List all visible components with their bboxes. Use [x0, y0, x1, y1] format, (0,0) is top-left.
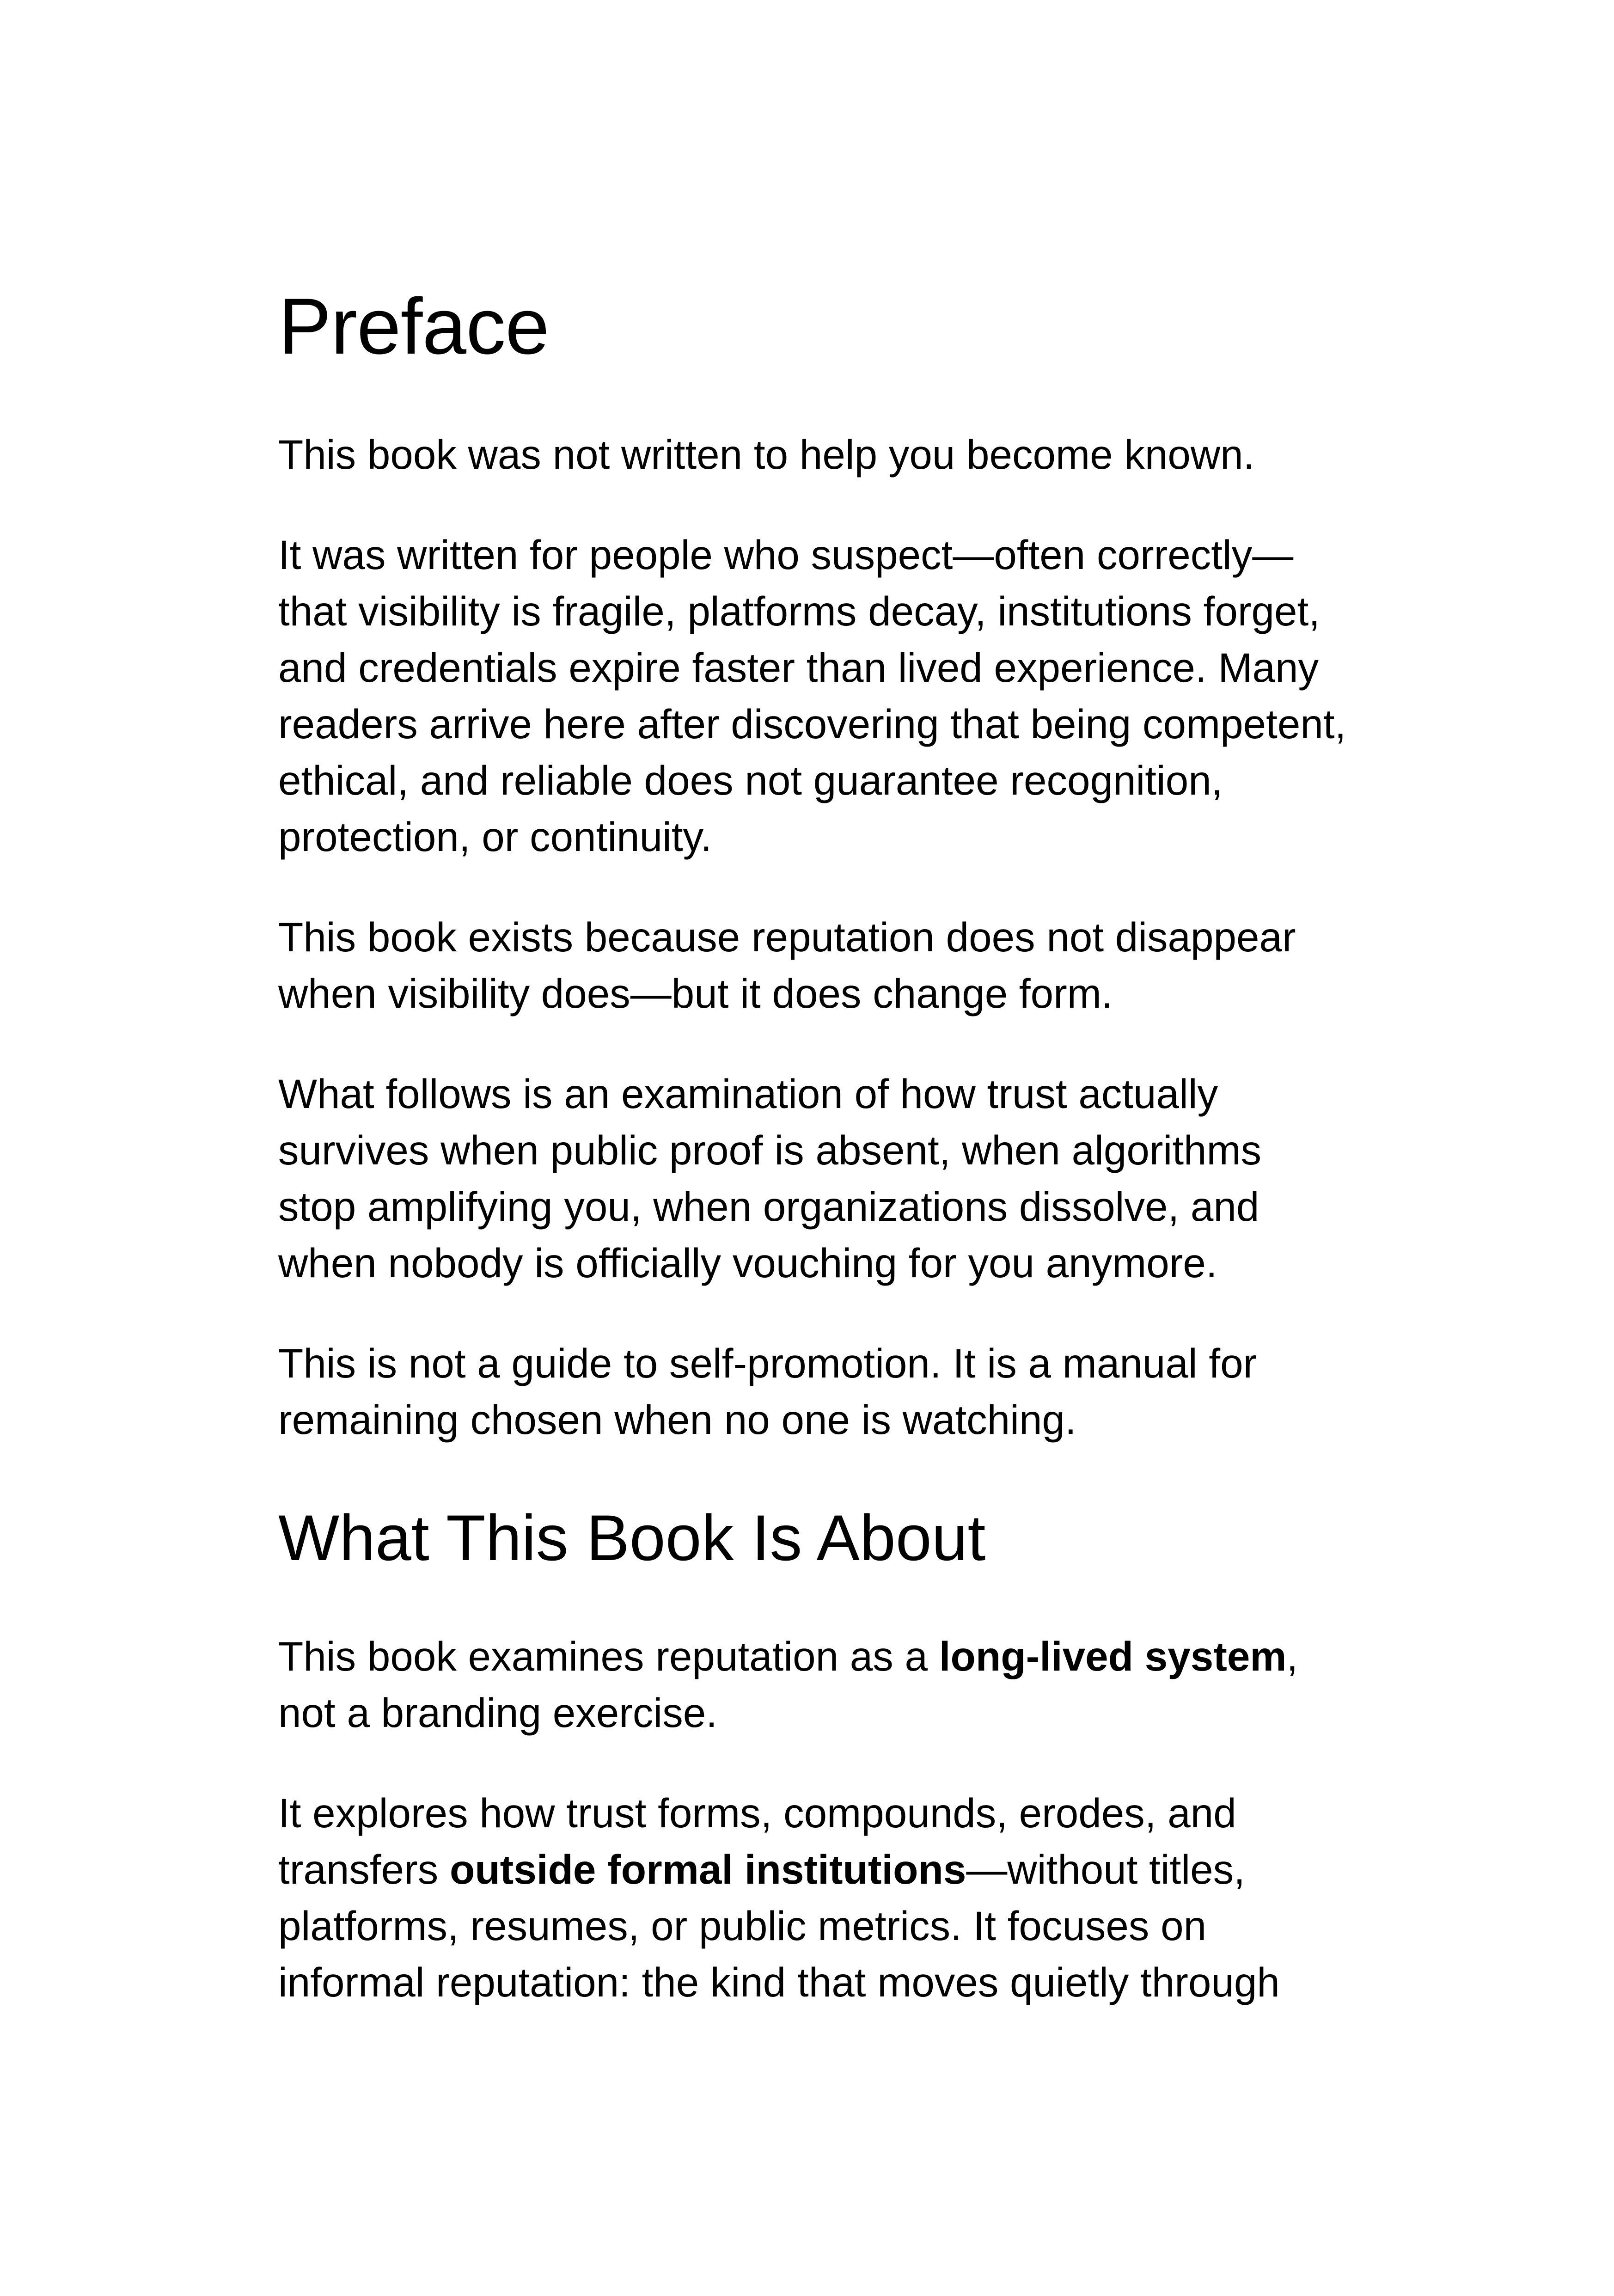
page-title: Preface: [278, 282, 549, 371]
about-paragraph-2: [278, 1785, 1351, 2010]
page-content: [278, 271, 1351, 2010]
about-paragraph-2-emphasis: outside formal institutions: [449, 1846, 966, 1892]
about-paragraph-2-text: It explores how trust forms, compounds, erodes, and transfers: [278, 1790, 1236, 1892]
about-paragraph-1-text-end: , not a branding exercise.: [278, 1633, 1298, 1736]
about-paragraph-1: [278, 1628, 1351, 1741]
preface-paragraph-3: This book exists because reputation does not disappear when visibility does—but it does change form.: [278, 914, 1296, 1016]
about-paragraph-1-emphasis: long-lived system: [939, 1633, 1287, 1679]
preface-paragraph-4: What follows is an examination of how trust actually survives when public proof is absent, when algorithms stop amplifying you, when organizations dissolve, and when nobody is officially vouching for you anymore.: [278, 1071, 1262, 1286]
about-paragraph-1-text: This book examines reputation as a: [278, 1633, 939, 1679]
about-paragraph-2-text-end: —without titles, platforms, resumes, or public metrics. It focuses on informal reputation: the kind that moves quietly through: [278, 1846, 1280, 2005]
preface-paragraph-5: This is not a guide to self-promotion. It is a manual for remaining chosen when no one is watching.: [278, 1340, 1257, 1443]
section-heading: What This Book Is About: [278, 1501, 986, 1574]
preface-paragraph-2: It was written for people who suspect—often correctly—that visibility is fragile, platforms decay, institutions forget, and credentials expire faster than lived experience. Many readers arrive here after discovering that being competent, ethical, and reliable does not guarantee recognition, protection, or continuity.: [278, 532, 1346, 860]
preface-paragraph-1: This book was not written to help you become known.: [278, 431, 1255, 478]
